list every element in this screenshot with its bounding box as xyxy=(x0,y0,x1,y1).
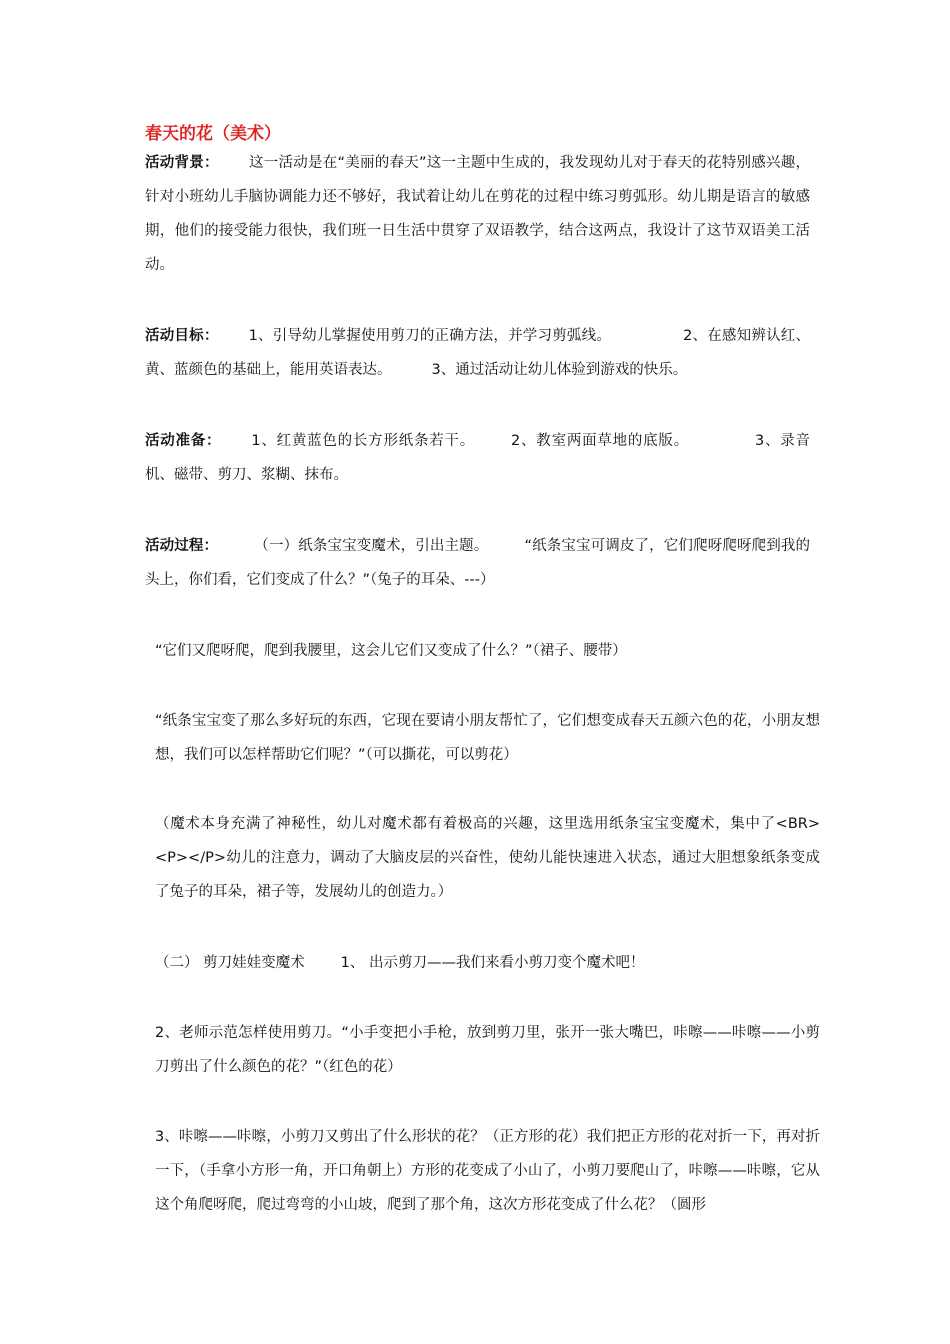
process-step-2-item-2: 2、老师示范怎样使用剪刀。“小手变把小手枪，放到剪刀里，张开一张大嘴巴，咔嚓——咔嚓——小剪刀剪出了什么颜色的花？”（红色的花） xyxy=(155,1025,820,1075)
process-label: 活动过程： xyxy=(145,538,219,554)
process-paragraph xyxy=(145,529,810,597)
goals-paragraph xyxy=(145,319,810,387)
prep-3: 3、录音机、磁带、剪刀、浆糊、抹布。 xyxy=(145,433,810,483)
goal-2: 2、在感知辨认红、黄、蓝颜色的基础上，能用英语表达。 xyxy=(145,328,810,378)
step-2-item-1: 1、 出示剪刀——我们来看小剪刀变个魔术吧！ xyxy=(340,955,645,971)
process-step-1-text: “纸条宝宝可调皮了，它们爬呀爬呀爬到我的头上，你们看，它们变成了什么？”（兔子的耳朵、---） xyxy=(145,538,811,588)
process-paragraph-2: “它们又爬呀爬，爬到我腰里，这会儿它们又变成了什么？”（裙子、腰带） xyxy=(155,643,627,659)
background-paragraph xyxy=(145,146,810,282)
doc-title: 春天的花（美术） xyxy=(145,124,281,144)
prep-paragraph xyxy=(145,424,810,492)
process-step-2-title xyxy=(145,946,820,980)
goal-3: 3、通过活动让幼儿体验到游戏的快乐。 xyxy=(431,362,688,378)
process-commentary: （魔术本身充满了神秘性，幼儿对魔术都有着极高的兴趣，这里选用纸条宝宝变魔术，集中了<BR><P></P>幼儿的注意力，调动了大脑皮层的兴奋性，使幼儿能快速进入状态，通过大胆想象纸条变成了兔子的耳朵，裙子等，发展幼儿的创造力。） xyxy=(155,816,820,900)
background-label: 活动背景： xyxy=(145,155,219,171)
process-paragraph-3: “纸条宝宝变了那么多好玩的东西，它现在要请小朋友帮忙了，它们想变成春天五颜六色的花，小朋友想想，我们可以怎样帮助它们呢？”（可以撕花，可以剪花） xyxy=(155,713,820,763)
step-2-heading: （二） 剪刀娃娃变魔术 xyxy=(155,955,305,971)
process-step-1-title: （一）纸条宝宝变魔术，引出主题。 xyxy=(254,538,489,554)
process-step-2-item-3: 3、咔嚓——咔嚓，小剪刀又剪出了什么形状的花？（正方形的花）我们把正方形的花对折一下，再对折一下，（手拿小方形一角，开口角朝上）方形的花变成了小山了，小剪刀要爬山了，咔嚓——咔嚓，它从这个角爬呀爬，爬过弯弯的小山坡，爬到了那个角，这次方形花变成了什么花？（圆形 xyxy=(155,1129,820,1213)
prep-1: 1、红黄蓝色的长方形纸条若干。 xyxy=(251,433,476,449)
goals-label: 活动目标： xyxy=(145,328,219,344)
prep-label: 活动准备： xyxy=(145,433,222,449)
background-text: 这一活动是在“美丽的春天”这一主题中生成的，我发现幼儿对于春天的花特别感兴趣，针对小班幼儿手脑协调能力还不够好，我试着让幼儿在剪花的过程中练习剪弧形。幼儿期是语言的敏感期，他们的接受能力很快，我们班一日生活中贯穿了双语教学，结合这两点，我设计了这节双语美工活动。 xyxy=(145,155,810,273)
prep-2: 2、教室两面草地的底版。 xyxy=(511,433,689,449)
goal-1: 1、引导幼儿掌握使用剪刀的正确方法，并学习剪弧线。 xyxy=(248,328,612,344)
